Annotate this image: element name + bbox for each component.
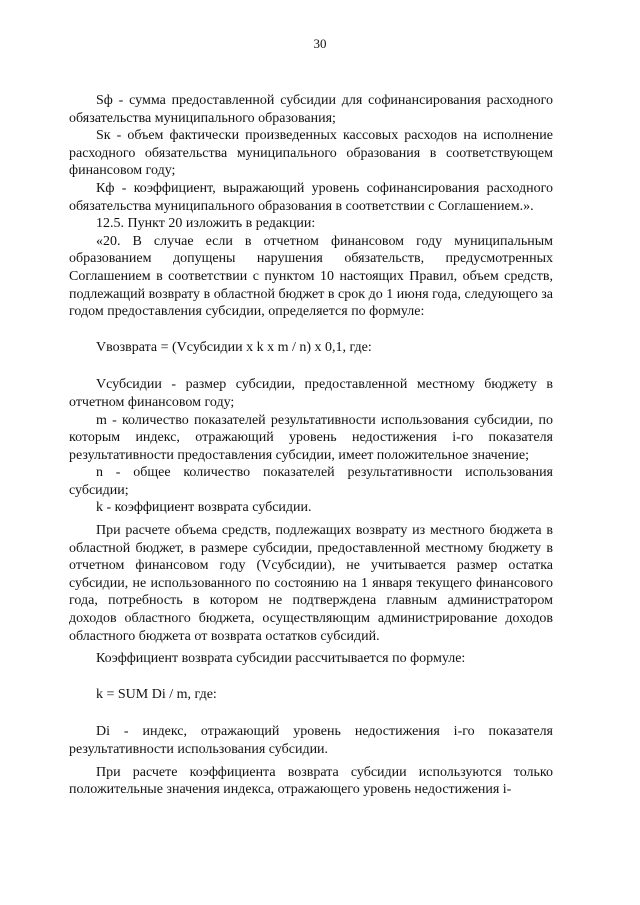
- page-number: 30: [313, 36, 327, 51]
- calculation-note: При расчете объема средств, подлежащих возврату из местного бюджета в областной бюджет, в размере субсидии, предоставленной местному бюджету в отчетном финансовом году (Vсубсидии), не учитывается размер остатка субсидии, не использованного по состоянию на 1 января текущего финансового года, потребность в котором не подтверждена главным администратором доходов областного бюджета, осуществляющим администрирование доходов областного бюджета от возврата остатков субсидий.: [69, 523, 553, 644]
- definition-s-k: Sк - объем фактически произведенных кассовых расходов на исполнение расходного обязательства муниципального образования в соответствующем финансовом году;: [69, 128, 553, 179]
- return-volume-formula: Vвозврата = (Vсубсидии x k x m / n) x 0,1, где:: [96, 339, 372, 355]
- definition-m: m - количество показателей результативности использования субсидии, по которым индекс, отражающий уровень недостижения i-го показателя результативности предоставления субсидии, имеет положительное значение;: [69, 412, 553, 463]
- definition-k-f: Кф - коэффициент, выражающий уровень софинансирования расходного обязательства муниципального образования в соответствии с Соглашением.».: [69, 180, 553, 214]
- definition-k: k - коэффициент возврата субсидии.: [96, 500, 312, 516]
- definition-n: n - общее количество показателей результативности использования субсидии;: [69, 465, 553, 498]
- coefficient-note: При расчете коэффициента возврата субсидии используются только положительные значения индекса, отражающего уровень недостижения i-: [69, 764, 553, 798]
- definition-di: Di - индекс, отражающий уровень недостижения i-го показателя результативности использования субсидии.: [69, 724, 553, 757]
- definition-s-f: Sф - сумма предоставленной субсидии для софинансирования расходного обязательства муниципального образования;: [69, 93, 553, 126]
- coefficient-intro: Коэффициент возврата субсидии рассчитывается по формуле:: [96, 651, 466, 667]
- coefficient-formula: k = SUM Di / m, где:: [96, 686, 217, 702]
- clause-12-5: 12.5. Пункт 20 изложить в редакции:: [96, 216, 316, 232]
- clause-20: «20. В случае если в отчетном финансовом году муниципальным образованием допущены нарушения обязательств, предусмотренных Соглашением в соответствии с пунктом 10 настоящих Правил, объем средств, подлежащий возврату в областной бюджет в срок до 1 июня года, следующего за годом предоставления субсидии, определяется по формуле:: [69, 233, 553, 320]
- definition-v-subsidy: Vсубсидии - размер субсидии, предоставленной местному бюджету в отчетном финансовом году;: [69, 377, 553, 410]
- document-body: [69, 92, 553, 799]
